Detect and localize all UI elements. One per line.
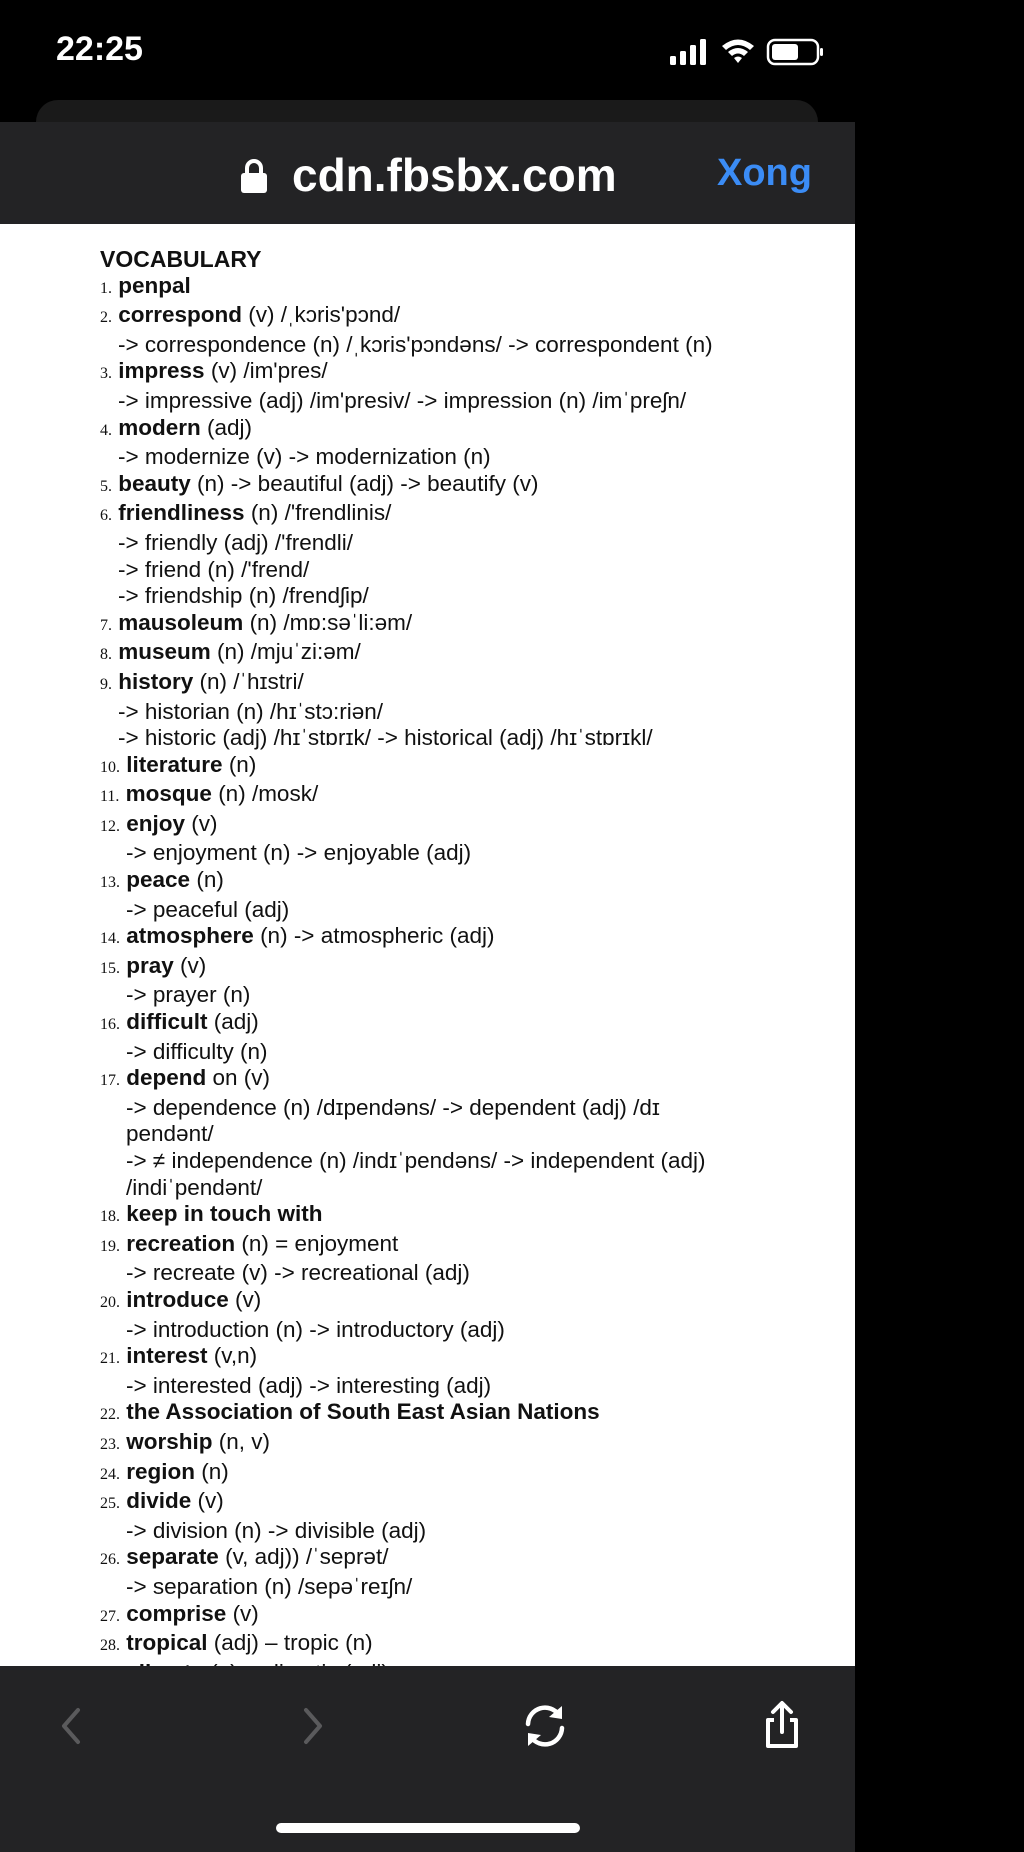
vocab-detail: (v) /ˌkɔris'pɔnd/ xyxy=(242,302,401,328)
vocab-word: friendliness xyxy=(118,500,245,526)
entry-number: 14. xyxy=(100,930,120,948)
vocab-headline xyxy=(100,1343,740,1373)
vocab-entry xyxy=(100,1429,740,1459)
vocab-headline xyxy=(100,953,740,983)
vocab-detail: (v) xyxy=(228,1286,262,1312)
entry-number: 21. xyxy=(100,1350,120,1368)
vocab-headline xyxy=(100,923,740,953)
entry-number: 19. xyxy=(100,1237,120,1255)
vocab-word: literature xyxy=(126,751,223,777)
vocab-word: beauty xyxy=(118,470,191,496)
derived-form: -> friend (n) /'frend/ xyxy=(118,556,310,582)
entry-number: 5. xyxy=(100,477,112,495)
vocab-headline xyxy=(100,273,740,303)
vocab-entry xyxy=(100,923,740,953)
entry-number: 20. xyxy=(100,1293,120,1311)
vocab-word: mosque xyxy=(125,781,212,807)
vocab-headline xyxy=(100,1231,740,1261)
vocab-word: penpal xyxy=(118,272,191,298)
vocab-word: enjoy xyxy=(126,810,186,836)
vocab-detail: (v) xyxy=(226,1600,259,1626)
vocab-word: tropical xyxy=(126,1630,208,1656)
vocab-entry xyxy=(100,273,740,303)
vocab-headline xyxy=(100,867,740,897)
vocab-entry xyxy=(100,1630,740,1660)
derived-form: -> ≠ independence (n) /indɪˈpendəns/ -> independent (adj) /indiˈpendənt/ xyxy=(126,1148,706,1200)
vocab-detail: on (v) xyxy=(206,1065,271,1091)
vocab-word: mausoleum xyxy=(118,609,244,635)
derived-form: -> modernize (v) -> modernization (n) xyxy=(118,444,491,470)
vocab-word: divide xyxy=(126,1488,192,1514)
derived-form: -> dependence (n) /dɪpendəns/ -> dependent (adj) /dɪ pendənt/ xyxy=(126,1094,660,1147)
derived-form: -> division (n) -> divisible (adj) xyxy=(126,1517,427,1543)
vocab-word: peace xyxy=(126,867,191,893)
vocab-detail: (n) xyxy=(195,1458,229,1484)
vocab-headline xyxy=(100,1399,740,1429)
vocab-entry xyxy=(100,500,740,609)
home-indicator[interactable] xyxy=(276,1823,580,1833)
vocab-entry xyxy=(100,1201,740,1231)
refresh-icon[interactable] xyxy=(519,1700,571,1752)
derived-form: -> impressive (adj) /im'presiv/ -> impression (n) /imˈpreʃn/ xyxy=(118,387,687,413)
entry-number: 27. xyxy=(100,1607,120,1625)
entry-number: 23. xyxy=(100,1435,120,1453)
entry-number: 8. xyxy=(100,646,112,664)
vocab-detail: (n) xyxy=(222,751,257,777)
vocab-word: depend xyxy=(126,1065,207,1091)
vocab-entry xyxy=(100,781,740,811)
entry-number: 12. xyxy=(100,817,120,835)
vocab-detail: (v) xyxy=(173,952,207,978)
lock-icon xyxy=(240,158,268,194)
vocab-word: the Association of South East Asian Nations xyxy=(126,1399,600,1425)
vocab-entry xyxy=(100,1488,740,1544)
vocab-entry xyxy=(100,1343,740,1399)
entry-number: 1. xyxy=(100,279,112,297)
vocab-headline xyxy=(100,500,740,530)
entry-number: 7. xyxy=(100,616,112,634)
entry-number: 15. xyxy=(100,959,120,977)
vocab-entry xyxy=(100,669,740,752)
vocab-entry xyxy=(100,1287,740,1343)
status-icons xyxy=(668,36,828,68)
share-icon[interactable] xyxy=(756,1700,808,1752)
vocab-headline xyxy=(100,811,740,841)
vocab-detail: (v) /im'pres/ xyxy=(204,358,328,384)
done-button[interactable]: Xong xyxy=(717,152,812,194)
vocab-headline xyxy=(100,1488,740,1518)
vocab-word: recreation xyxy=(126,1230,236,1256)
vocab-headline xyxy=(100,415,740,445)
status-bar xyxy=(0,0,1024,100)
wifi-icon xyxy=(722,40,754,64)
entry-number: 9. xyxy=(100,675,112,693)
vocab-headline xyxy=(100,669,740,699)
derived-form: -> interested (adj) -> interesting (adj) xyxy=(126,1372,492,1398)
vocab-entry xyxy=(100,811,740,867)
vocab-detail: (adj) xyxy=(200,414,253,440)
vocab-detail: (n) -> atmospheric (adj) xyxy=(253,923,495,949)
vocab-word: introduce xyxy=(126,1286,229,1312)
entry-number: 26. xyxy=(100,1551,120,1569)
vocab-headline xyxy=(100,358,740,388)
entry-number: 18. xyxy=(100,1208,120,1226)
vocab-word: atmosphere xyxy=(126,923,254,949)
document-view[interactable] xyxy=(0,224,855,1666)
entry-number: 25. xyxy=(100,1495,120,1513)
derived-form: -> enjoyment (n) -> enjoyable (adj) xyxy=(126,840,472,866)
vocab-headline xyxy=(100,781,740,811)
vocab-detail: (n) xyxy=(190,867,224,893)
entry-number: 4. xyxy=(100,421,112,439)
vocab-headline xyxy=(100,1009,740,1039)
vocab-word: museum xyxy=(118,639,211,665)
status-time: 22:25 xyxy=(56,30,143,68)
address-bar xyxy=(0,122,855,224)
entry-number: 13. xyxy=(100,874,120,892)
vocab-detail: (n) /ˈhɪstri/ xyxy=(193,668,304,694)
vocab-headline xyxy=(100,610,740,640)
vocab-entry xyxy=(100,1544,740,1600)
vocab-entry xyxy=(100,1459,740,1489)
vocab-detail: (n) = enjoyment xyxy=(235,1230,399,1256)
vocab-detail: (n, v) xyxy=(212,1428,271,1454)
browser-sheet xyxy=(0,122,855,1852)
derived-form: -> peaceful (adj) xyxy=(126,896,290,922)
derived-form: -> friendly (adj) /'frendli/ xyxy=(118,529,354,555)
vocab-detail: (n) /'frendlinis/ xyxy=(244,500,392,526)
entry-number: 24. xyxy=(100,1465,120,1483)
vocab-detail: (adj) – tropic (n) xyxy=(207,1630,373,1656)
vocab-word: modern xyxy=(118,414,201,440)
vocab-entry xyxy=(100,415,740,471)
vocab-headline xyxy=(100,639,740,669)
document-content xyxy=(100,246,740,1719)
vocab-detail: (v, adj)) /ˈseprət/ xyxy=(218,1544,389,1570)
vocab-entry xyxy=(100,953,740,1009)
vocab-word: region xyxy=(126,1458,196,1484)
vocab-detail: (n) -> beautiful (adj) -> beautify (v) xyxy=(190,470,539,496)
battery-icon xyxy=(768,40,823,64)
derived-form: -> prayer (n) xyxy=(126,982,251,1008)
vocab-entry xyxy=(100,1601,740,1631)
entry-number: 16. xyxy=(100,1016,120,1034)
vocab-detail: (v) xyxy=(191,1488,224,1514)
entry-number: 10. xyxy=(100,758,120,776)
back-icon[interactable] xyxy=(46,1700,98,1752)
vocab-detail: (adj) xyxy=(207,1009,259,1035)
derived-form: -> difficulty (n) xyxy=(126,1038,268,1064)
vocab-entry xyxy=(100,1399,740,1429)
signal-icon xyxy=(670,39,706,65)
vocab-entry xyxy=(100,867,740,923)
derived-form: -> introduction (n) -> introductory (adj) xyxy=(126,1316,505,1342)
vocab-headline xyxy=(100,1544,740,1574)
vocab-headline xyxy=(100,1287,740,1317)
vocab-detail: (n) /mɒ:səˈli:əm/ xyxy=(243,609,413,635)
vocab-word: interest xyxy=(126,1343,208,1369)
page-domain[interactable]: cdn.fbsbx.com xyxy=(292,149,617,201)
derived-form: -> correspondence (n) /ˌkɔris'pɔndəns/ -> correspondent (n) xyxy=(118,331,713,357)
vocab-entry xyxy=(100,1065,740,1201)
vocab-word: worship xyxy=(126,1428,213,1454)
vocab-word: keep in touch with xyxy=(126,1201,323,1227)
derived-form: -> separation (n) /sepəˈreɪʃn/ xyxy=(126,1573,413,1599)
vocab-entry xyxy=(100,302,740,358)
vocab-entry xyxy=(100,610,740,640)
vocab-word: correspond xyxy=(118,302,243,328)
vocab-entry xyxy=(100,1009,740,1065)
vocab-entry xyxy=(100,1231,740,1287)
vocab-detail: (n) /mosk/ xyxy=(211,781,319,807)
vocab-entry xyxy=(100,639,740,669)
entry-number: 17. xyxy=(100,1072,120,1090)
entry-number: 28. xyxy=(100,1637,120,1655)
entry-number: 11. xyxy=(100,788,120,806)
vocab-entry xyxy=(100,471,740,501)
vocab-headline xyxy=(100,752,740,782)
derived-form: -> historian (n) /hɪˈstɔ:riən/ xyxy=(118,698,383,724)
forward-icon[interactable] xyxy=(286,1700,338,1752)
vocab-word: pray xyxy=(126,952,174,978)
entry-number: 2. xyxy=(100,309,112,327)
vocab-headline xyxy=(100,302,740,332)
vocab-headline xyxy=(100,1601,740,1631)
entry-number: 6. xyxy=(100,507,112,525)
derived-form: -> recreate (v) -> recreational (adj) xyxy=(126,1260,470,1286)
vocab-word: history xyxy=(118,668,194,694)
vocab-headline xyxy=(100,1630,740,1660)
vocab-entry xyxy=(100,358,740,414)
vocab-detail: (v,n) xyxy=(207,1343,258,1369)
vocab-entry xyxy=(100,752,740,782)
vocab-headline xyxy=(100,471,740,501)
vocab-headline xyxy=(100,1201,740,1231)
vocab-detail: (v) xyxy=(185,810,218,836)
vocab-word: separate xyxy=(126,1544,219,1570)
entry-number: 3. xyxy=(100,365,112,383)
page-title: VOCABULARY xyxy=(100,246,262,272)
vocabulary-list xyxy=(100,273,740,1719)
derived-form: -> historic (adj) /hɪˈstɒrɪk/ -> historical (adj) /hɪˈstɒrɪkl/ xyxy=(118,725,653,751)
vocab-detail: (n) /mjuˈzi:əm/ xyxy=(210,639,361,665)
vocab-word: difficult xyxy=(126,1009,208,1035)
entry-number: 22. xyxy=(100,1406,120,1424)
vocab-headline xyxy=(100,1065,740,1095)
vocab-word: impress xyxy=(118,358,205,384)
vocab-headline xyxy=(100,1459,740,1489)
vocab-word: comprise xyxy=(126,1600,227,1626)
derived-form: -> friendship (n) /frendʃip/ xyxy=(118,583,369,609)
vocab-headline xyxy=(100,1429,740,1459)
